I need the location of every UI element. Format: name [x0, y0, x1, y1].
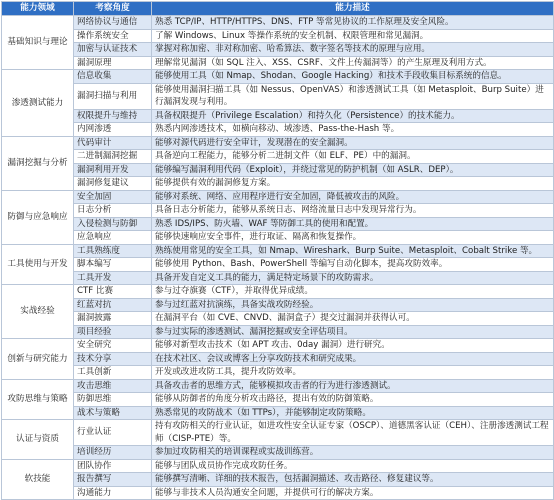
competency-table [1, 1, 554, 500]
header-description: 能力描述 [152, 2, 554, 16]
aspect-cell: 防御思维 [74, 393, 152, 407]
aspect-cell: 项目经验 [74, 325, 152, 339]
domain-cell: 漏洞挖掘与分析 [2, 136, 74, 190]
table-row [2, 231, 554, 245]
aspect-cell: 漏洞披露 [74, 312, 152, 326]
description-cell: 能够使用工具（如 Nmap、Shodan、Google Hacking）和技术手段收集目标系统的信息。 [152, 70, 554, 84]
table-row [2, 339, 554, 353]
domain-cell: 软技能 [2, 459, 74, 500]
description-cell: 能够提供有效的漏洞修复方案。 [152, 177, 554, 191]
table-row [2, 446, 554, 460]
aspect-cell: 权限提升与维持 [74, 109, 152, 123]
description-cell: 能够编写漏洞利用代码（Exploit），并绕过常见的防护机制（如 ASLR、DEP）。 [152, 163, 554, 177]
aspect-cell: 红蓝对抗 [74, 298, 152, 312]
aspect-cell: 脚本编写 [74, 258, 152, 272]
description-cell: 熟悉内网渗透技术，如横向移动、域渗透、Pass-the-Hash 等。 [152, 123, 554, 137]
aspect-cell: 安全研究 [74, 339, 152, 353]
table-row [2, 258, 554, 272]
description-cell: 能够与团队成员协作完成攻防任务。 [152, 459, 554, 473]
domain-cell: 攻防思维与策略 [2, 379, 74, 420]
table-row [2, 285, 554, 299]
aspect-cell: 安全加固 [74, 190, 152, 204]
domain-cell: 工具使用与开发 [2, 244, 74, 285]
table-row [2, 123, 554, 137]
table-row [2, 204, 554, 218]
aspect-cell: 内网渗透 [74, 123, 152, 137]
description-cell: 熟悉常见的攻防战术（如 TTPs），并能够制定攻防策略。 [152, 406, 554, 420]
domain-cell: 防御与应急响应 [2, 190, 74, 244]
domain-cell: 基础知识与理论 [2, 16, 74, 70]
aspect-cell: 攻击思维 [74, 379, 152, 393]
description-cell: 具备开发自定义工具的能力，满足特定场景下的攻防需求。 [152, 271, 554, 285]
aspect-cell: 二进制漏洞挖掘 [74, 150, 152, 164]
aspect-cell: 培训经历 [74, 446, 152, 460]
aspect-cell: 漏洞利用开发 [74, 163, 152, 177]
description-cell: 开发或改进攻防工具，提升攻防效率。 [152, 366, 554, 380]
aspect-cell: 应急响应 [74, 231, 152, 245]
table-row [2, 177, 554, 191]
aspect-cell: 漏洞扫描与利用 [74, 83, 152, 109]
header-domain: 能力领域 [2, 2, 74, 16]
aspect-cell: 战术与策略 [74, 406, 152, 420]
table-row [2, 473, 554, 487]
description-cell: 熟练使用常见的安全工具，如 Nmap、Wireshark、Burp Suite、Metasploit、Cobalt Strike 等。 [152, 244, 554, 258]
aspect-cell: 操作系统安全 [74, 29, 152, 43]
table-row [2, 366, 554, 380]
aspect-cell: 漏洞修复建议 [74, 177, 152, 191]
description-cell: 能够使用漏洞扫描工具（如 Nessus、OpenVAS）和渗透测试工具（如 Metasploit、Burp Suite）进行漏洞发现与利用。 [152, 83, 554, 109]
description-cell: 参与过红蓝对抗演练，具备实战攻防经验。 [152, 298, 554, 312]
table-body [2, 16, 554, 500]
table-row [2, 16, 554, 30]
domain-cell: 渗透测试能力 [2, 70, 74, 137]
table-row [2, 43, 554, 57]
description-cell: 能够对系统、网络、应用程序进行安全加固，降低被攻击的风险。 [152, 190, 554, 204]
description-cell: 参与过实际的渗透测试、漏洞挖掘或安全评估项目。 [152, 325, 554, 339]
aspect-cell: 报告撰写 [74, 473, 152, 487]
aspect-cell: CTF 比赛 [74, 285, 152, 299]
description-cell: 能够快速响应安全事件，进行取证、隔离和恢复操作。 [152, 231, 554, 245]
description-cell: 具备逆向工程能力，能够分析二进制文件（如 ELF、PE）中的漏洞。 [152, 150, 554, 164]
description-cell: 了解 Windows、Linux 等操作系统的安全机制、权限管理和常见漏洞。 [152, 29, 554, 43]
header-aspect: 考察角度 [74, 2, 152, 16]
description-cell: 能够使用 Python、Bash、PowerShell 等编写自动化脚本，提高攻防效率。 [152, 258, 554, 272]
table-row [2, 83, 554, 109]
domain-cell: 认证与资质 [2, 420, 74, 460]
table-row [2, 459, 554, 473]
table-row [2, 56, 554, 70]
description-cell: 能够与非技术人员沟通安全问题，并提供可行的解决方案。 [152, 486, 554, 500]
aspect-cell: 工具创新 [74, 366, 152, 380]
aspect-cell: 代码审计 [74, 136, 152, 150]
description-cell: 在漏洞平台（如 CVE、CNVD、漏洞盒子）提交过漏洞并获得认可。 [152, 312, 554, 326]
aspect-cell: 漏洞原理 [74, 56, 152, 70]
description-cell: 能够撰写清晰、详细的技术报告，包括漏洞描述、攻击路径、修复建议等。 [152, 473, 554, 487]
table-row [2, 29, 554, 43]
table-row [2, 420, 554, 446]
aspect-cell: 入侵检测与防御 [74, 217, 152, 231]
table-row [2, 70, 554, 84]
description-cell: 具备权限提升（Privilege Escalation）和持久化（Persistence）的技术能力。 [152, 109, 554, 123]
description-cell: 在技术社区、会议或博客上分享攻防技术和研究成果。 [152, 352, 554, 366]
table-row [2, 136, 554, 150]
description-cell: 掌握对称加密、非对称加密、哈希算法、数字签名等技术的原理与应用。 [152, 43, 554, 57]
aspect-cell: 工具熟练度 [74, 244, 152, 258]
description-cell: 理解常见漏洞（如 SQL 注入、XSS、CSRF、文件上传漏洞等）的产生原理及利用方式。 [152, 56, 554, 70]
description-cell: 具备攻击者的思维方式，能够模拟攻击者的行为进行渗透测试。 [152, 379, 554, 393]
aspect-cell: 工具开发 [74, 271, 152, 285]
aspect-cell: 加密与认证技术 [74, 43, 152, 57]
table-row [2, 325, 554, 339]
table-row [2, 406, 554, 420]
description-cell: 参与过夺旗赛（CTF），并取得优异成绩。 [152, 285, 554, 299]
description-cell: 具备日志分析能力，能够从系统日志、网络流量日志中发现异常行为。 [152, 204, 554, 218]
table-row [2, 217, 554, 231]
table-row [2, 486, 554, 500]
description-cell: 参加过攻防相关的培训课程或实战训练营。 [152, 446, 554, 460]
table-row [2, 109, 554, 123]
table-row [2, 190, 554, 204]
aspect-cell: 行业认证 [74, 420, 152, 446]
aspect-cell: 日志分析 [74, 204, 152, 218]
table-row [2, 298, 554, 312]
domain-cell: 创新与研究能力 [2, 339, 74, 380]
table-row [2, 312, 554, 326]
table-header-row [2, 2, 554, 16]
table-row [2, 379, 554, 393]
aspect-cell: 网络协议与通信 [74, 16, 152, 30]
description-cell: 能够从防御者的角度分析攻击路径，提出有效的防御策略。 [152, 393, 554, 407]
aspect-cell: 沟通能力 [74, 486, 152, 500]
aspect-cell: 团队协作 [74, 459, 152, 473]
description-cell: 能够对源代码进行安全审计，发现潜在的安全漏洞。 [152, 136, 554, 150]
table-row [2, 163, 554, 177]
table-row [2, 271, 554, 285]
aspect-cell: 技术分享 [74, 352, 152, 366]
description-cell: 熟悉 TCP/IP、HTTP/HTTPS、DNS、FTP 等常见协议的工作原理及安全风险。 [152, 16, 554, 30]
table-row [2, 393, 554, 407]
table-row [2, 352, 554, 366]
domain-cell: 实战经验 [2, 285, 74, 339]
description-cell: 持有攻防相关的行业认证，如进攻性安全认证专家（OSCP）、道德黑客认证（CEH）、注册渗透测试工程师（CISP-PTE）等。 [152, 420, 554, 446]
description-cell: 熟悉 IDS/IPS、防火墙、WAF 等防御工具的使用和配置。 [152, 217, 554, 231]
aspect-cell: 信息收集 [74, 70, 152, 84]
table-row [2, 244, 554, 258]
table-row [2, 150, 554, 164]
description-cell: 能够对新型攻击技术（如 APT 攻击、0day 漏洞）进行研究。 [152, 339, 554, 353]
